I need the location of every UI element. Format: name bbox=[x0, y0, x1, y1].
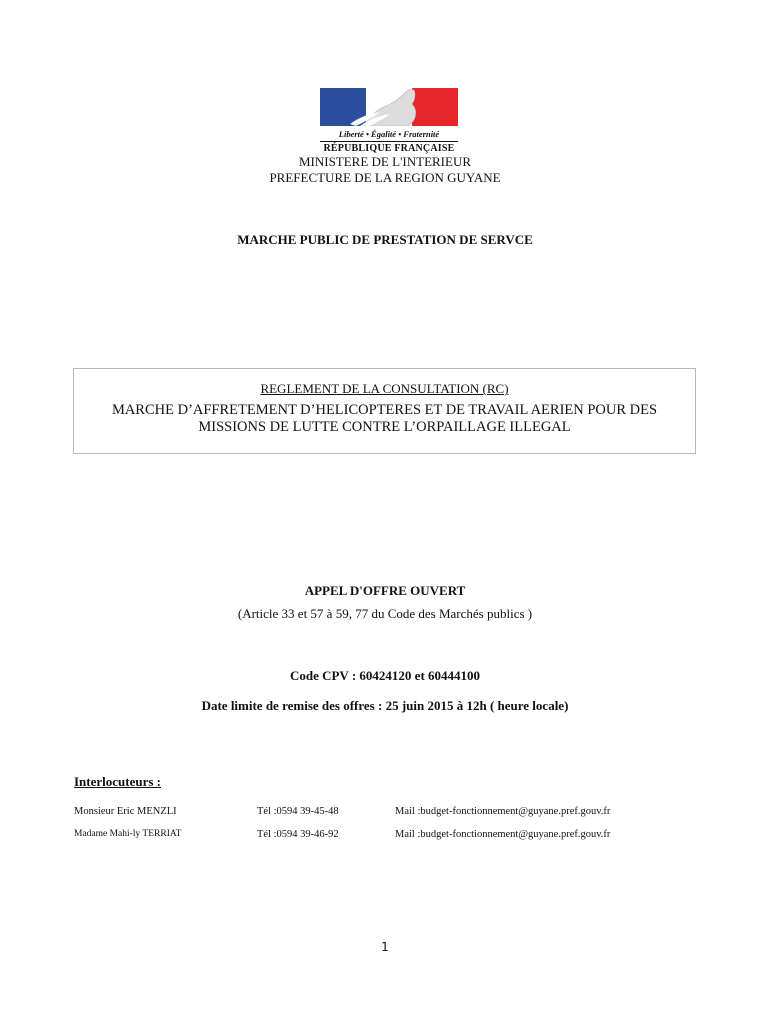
republique-francaise-label: RÉPUBLIQUE FRANÇAISE bbox=[323, 143, 455, 154]
contacts-heading: Interlocuteurs : bbox=[74, 774, 162, 789]
document-title: MARCHE PUBLIC DE PRESTATION DE SERVCE bbox=[237, 232, 533, 247]
legal-articles: (Article 33 et 57 à 59, 77 du Code des Marchés publics ) bbox=[237, 606, 533, 621]
contact-name: Madame Mahi-ly TERRIAT bbox=[74, 829, 182, 839]
consultation-box bbox=[73, 368, 696, 454]
prefecture-name: PREFECTURE DE LA REGION GUYANE bbox=[269, 170, 501, 185]
procedure-type: APPEL D'OFFRE OUVERT bbox=[304, 583, 466, 598]
logo-divider bbox=[320, 141, 458, 142]
contact-row bbox=[74, 806, 694, 822]
republique-francaise-logo bbox=[318, 88, 460, 158]
contact-phone: Tél :0594 39-45-48 bbox=[257, 806, 339, 817]
cpv-code: Code CPV : 60424120 et 60444100 bbox=[289, 668, 481, 683]
contact-email: Mail :budget-fonctionnement@guyane.pref.gouv.fr bbox=[395, 829, 611, 840]
contact-phone: Tél :0594 39-46-92 bbox=[257, 829, 339, 840]
object-line-1: MARCHE D’AFFRETEMENT D’HELICOPTERES ET DE TRAVAIL AERIEN POUR DES bbox=[111, 402, 658, 418]
motto: Liberté • Égalité • Fraternité bbox=[338, 129, 440, 139]
contact-email: Mail :budget-fonctionnement@guyane.pref.gouv.fr bbox=[395, 806, 611, 817]
contact-name: Monsieur Eric MENZLI bbox=[74, 806, 177, 817]
marianne-flag-icon bbox=[320, 88, 458, 126]
consultation-label: REGLEMENT DE LA CONSULTATION (RC) bbox=[260, 381, 509, 396]
submission-deadline: Date limite de remise des offres : 25 juin 2015 à 12h ( heure locale) bbox=[201, 698, 569, 713]
contact-row bbox=[74, 829, 694, 845]
issuing-authority bbox=[0, 154, 770, 186]
object-line-2: MISSIONS DE LUTTE CONTRE L’ORPAILLAGE ILLEGAL bbox=[198, 419, 571, 435]
consultation-object bbox=[74, 402, 695, 436]
page-number: 1 bbox=[381, 940, 389, 954]
ministry-name: MINISTERE DE L'INTERIEUR bbox=[298, 154, 472, 169]
